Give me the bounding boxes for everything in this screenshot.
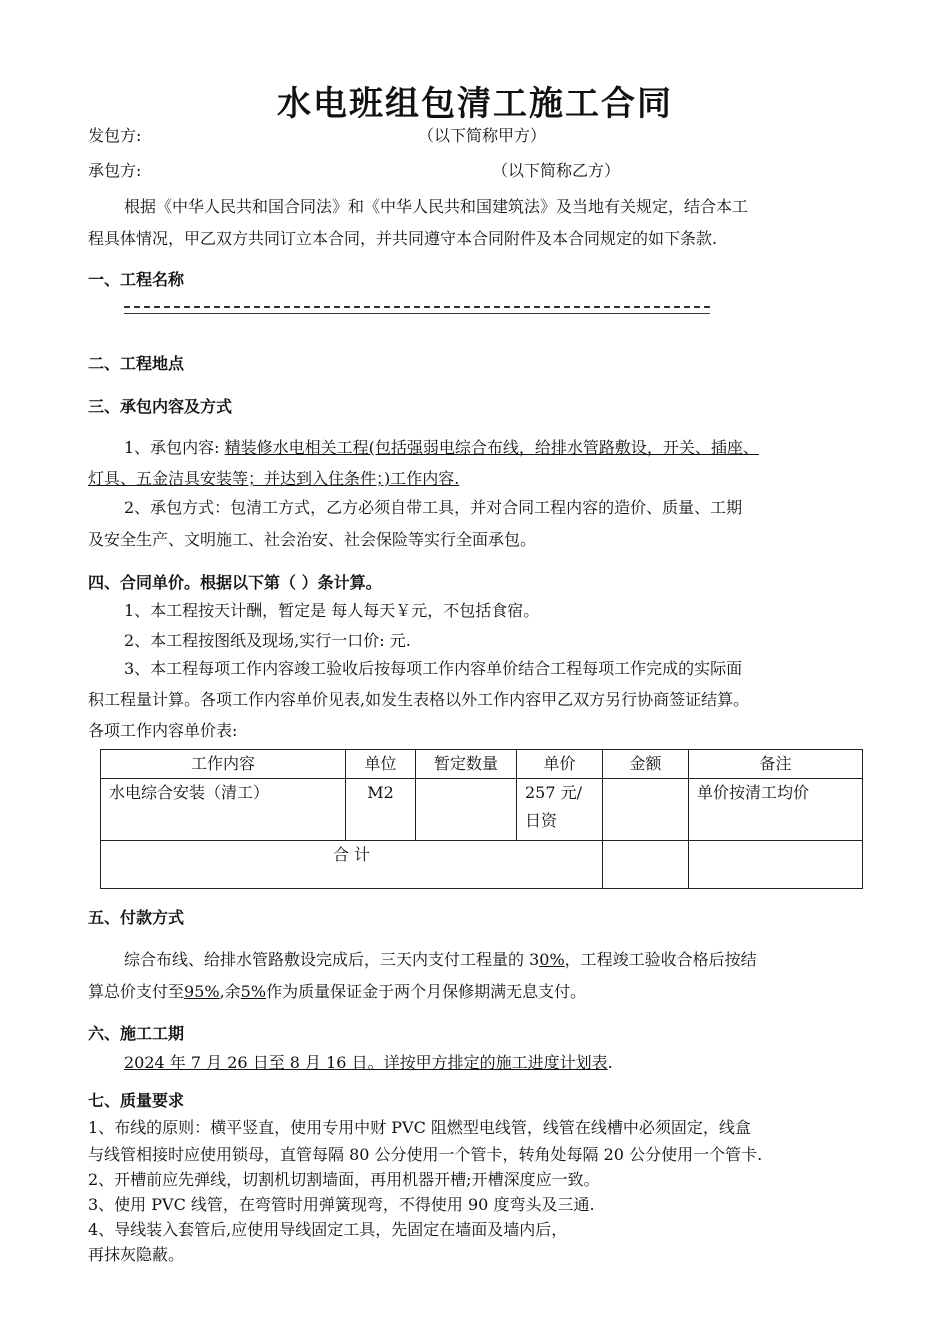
intro-line-2: 程具体情况，甲乙双方共同订立本合同，并共同遵守本合同附件及本合同规定的如下条款. (88, 229, 718, 248)
payment-text-d: 算总价支付至 (88, 982, 185, 1001)
cell-price (517, 779, 603, 841)
section-2-heading: 二、工程地点 (88, 354, 185, 373)
cell-content: 水电综合安装（清工） (101, 779, 346, 841)
header-price: 单价 (517, 750, 603, 779)
cell-price-line-1: 257 元/ (525, 783, 583, 802)
header-content: 工作内容 (101, 750, 346, 779)
quality-line-2: 与线管相接时应使用锁母，直管每隔 80 公分使用一个管卡，转角处每隔 20 公分使用一个管卡. (88, 1145, 763, 1164)
payment-percent-30: 0% (539, 950, 565, 969)
header-qty: 暂定数量 (416, 750, 517, 779)
section-5-line-1 (124, 950, 757, 970)
item-1-content-a: 精装修水电相关工程(包括强弱电综合布线，给排水管路敷设，开关、插座、 (224, 438, 759, 457)
section-5-heading: 五、付款方式 (88, 908, 185, 927)
party-b-label: 承包方: (88, 161, 142, 180)
header-amount: 金额 (603, 750, 689, 779)
table-caption: 各项工作内容单价表: (88, 721, 238, 740)
section-1-heading: 一、工程名称 (88, 270, 185, 289)
payment-text-c: ，工程竣工验收合格后按结 (564, 950, 757, 969)
payment-percent-5: 5% (240, 982, 267, 1001)
total-label: 合 计 (101, 841, 603, 889)
party-b-note: （以下简称乙方） (492, 161, 621, 180)
cell-price-line-2: 日资 (525, 811, 558, 830)
section-4-item-2: 2、本工程按图纸及现场,实行一口价: 元. (124, 631, 411, 650)
cell-unit: M2 (346, 779, 416, 841)
cell-amount (603, 779, 689, 841)
quality-line-6: 再抹灰隐蔽。 (88, 1245, 185, 1264)
section-4-item-3-line-2: 积工程量计算。各项工作内容单价见表,如发生表格以外工作内容甲乙双方另行协商签证结算。 (88, 690, 750, 709)
table-header-row (101, 750, 863, 779)
cell-note: 单价按清工均价 (689, 779, 863, 841)
unit-price-table (100, 749, 863, 889)
section-3-heading: 三、承包内容及方式 (88, 397, 233, 416)
header-unit: 单位 (346, 750, 416, 779)
payment-percent-95: 95% (184, 982, 220, 1001)
document-title: 水电班组包清工施工合同 (277, 84, 673, 124)
total-note (689, 841, 863, 889)
section-3-item-2-line-2: 及安全生产、文明施工、社会治安、社会保险等实行全面承包。 (88, 530, 537, 549)
payment-text-f: 作为质量保证金于两个月保修期满无息支付。 (266, 982, 587, 1001)
schedule-tail: . (607, 1053, 613, 1072)
total-amount (603, 841, 689, 889)
section-4-item-3-line-1: 3、本工程每项工作内容竣工验收后按每项工作内容单价结合工程每项工作完成的实际面 (124, 659, 743, 678)
section-3-item-2-line-1: 2、承包方式：包清工方式，乙方必须自带工具，并对合同工程内容的造价、质量、工期 (124, 498, 743, 517)
project-name-underline (124, 313, 710, 314)
section-3-item-1-cont: 灯具、五金洁具安装等；并达到入住条件；)工作内容. (88, 469, 460, 488)
header-note: 备注 (689, 750, 863, 779)
section-3-item-1 (124, 438, 759, 458)
party-a-label: 发包方: (88, 126, 142, 145)
section-4-item-1: 1、本工程按天计酬，暂定是 每人每天￥元，不包括食宿。 (124, 601, 540, 620)
payment-text-a: 综合布线、给排水管路敷设完成后，三天内支付工程量的 3 (124, 950, 540, 969)
section-4-heading: 四、合同单价。根据以下第（ ）条计算。 (88, 573, 382, 592)
quality-line-1: 1、布线的原则：横平竖直，使用专用中财 PVC 阻燃型电线管，线管在线槽中必须固定，线盒 (88, 1118, 751, 1137)
schedule-dates: 2024 年 7 月 26 日至 8 月 16 日。详按甲方排定的施工进度计划表 (124, 1053, 608, 1072)
project-name-blank (124, 306, 710, 308)
item-1-prefix: 1、承包内容: (124, 438, 225, 457)
section-6-schedule (124, 1053, 613, 1073)
quality-line-3: 2、开槽前应先弹线，切割机切割墙面，再用机器开槽;开槽深度应一致。 (88, 1170, 600, 1189)
cell-qty (416, 779, 517, 841)
table-row (101, 779, 863, 841)
payment-text-e: ,余 (219, 982, 241, 1001)
quality-line-5: 4、导线装入套管后,应使用导线固定工具，先固定在墙面及墙内后， (88, 1220, 568, 1239)
intro-line-1: 根据《中华人民共和国合同法》和《中华人民共和国建筑法》及当地有关规定，结合本工 (124, 197, 749, 216)
quality-line-4: 3、使用 PVC 线管，在弯管时用弹簧现弯，不得使用 90 度弯头及三通. (88, 1195, 595, 1214)
section-7-heading: 七、质量要求 (88, 1091, 185, 1110)
table-total-row (101, 841, 863, 889)
section-6-heading: 六、施工工期 (88, 1024, 185, 1043)
section-5-line-2 (88, 982, 586, 1002)
party-a-note: （以下简称甲方） (418, 126, 547, 145)
